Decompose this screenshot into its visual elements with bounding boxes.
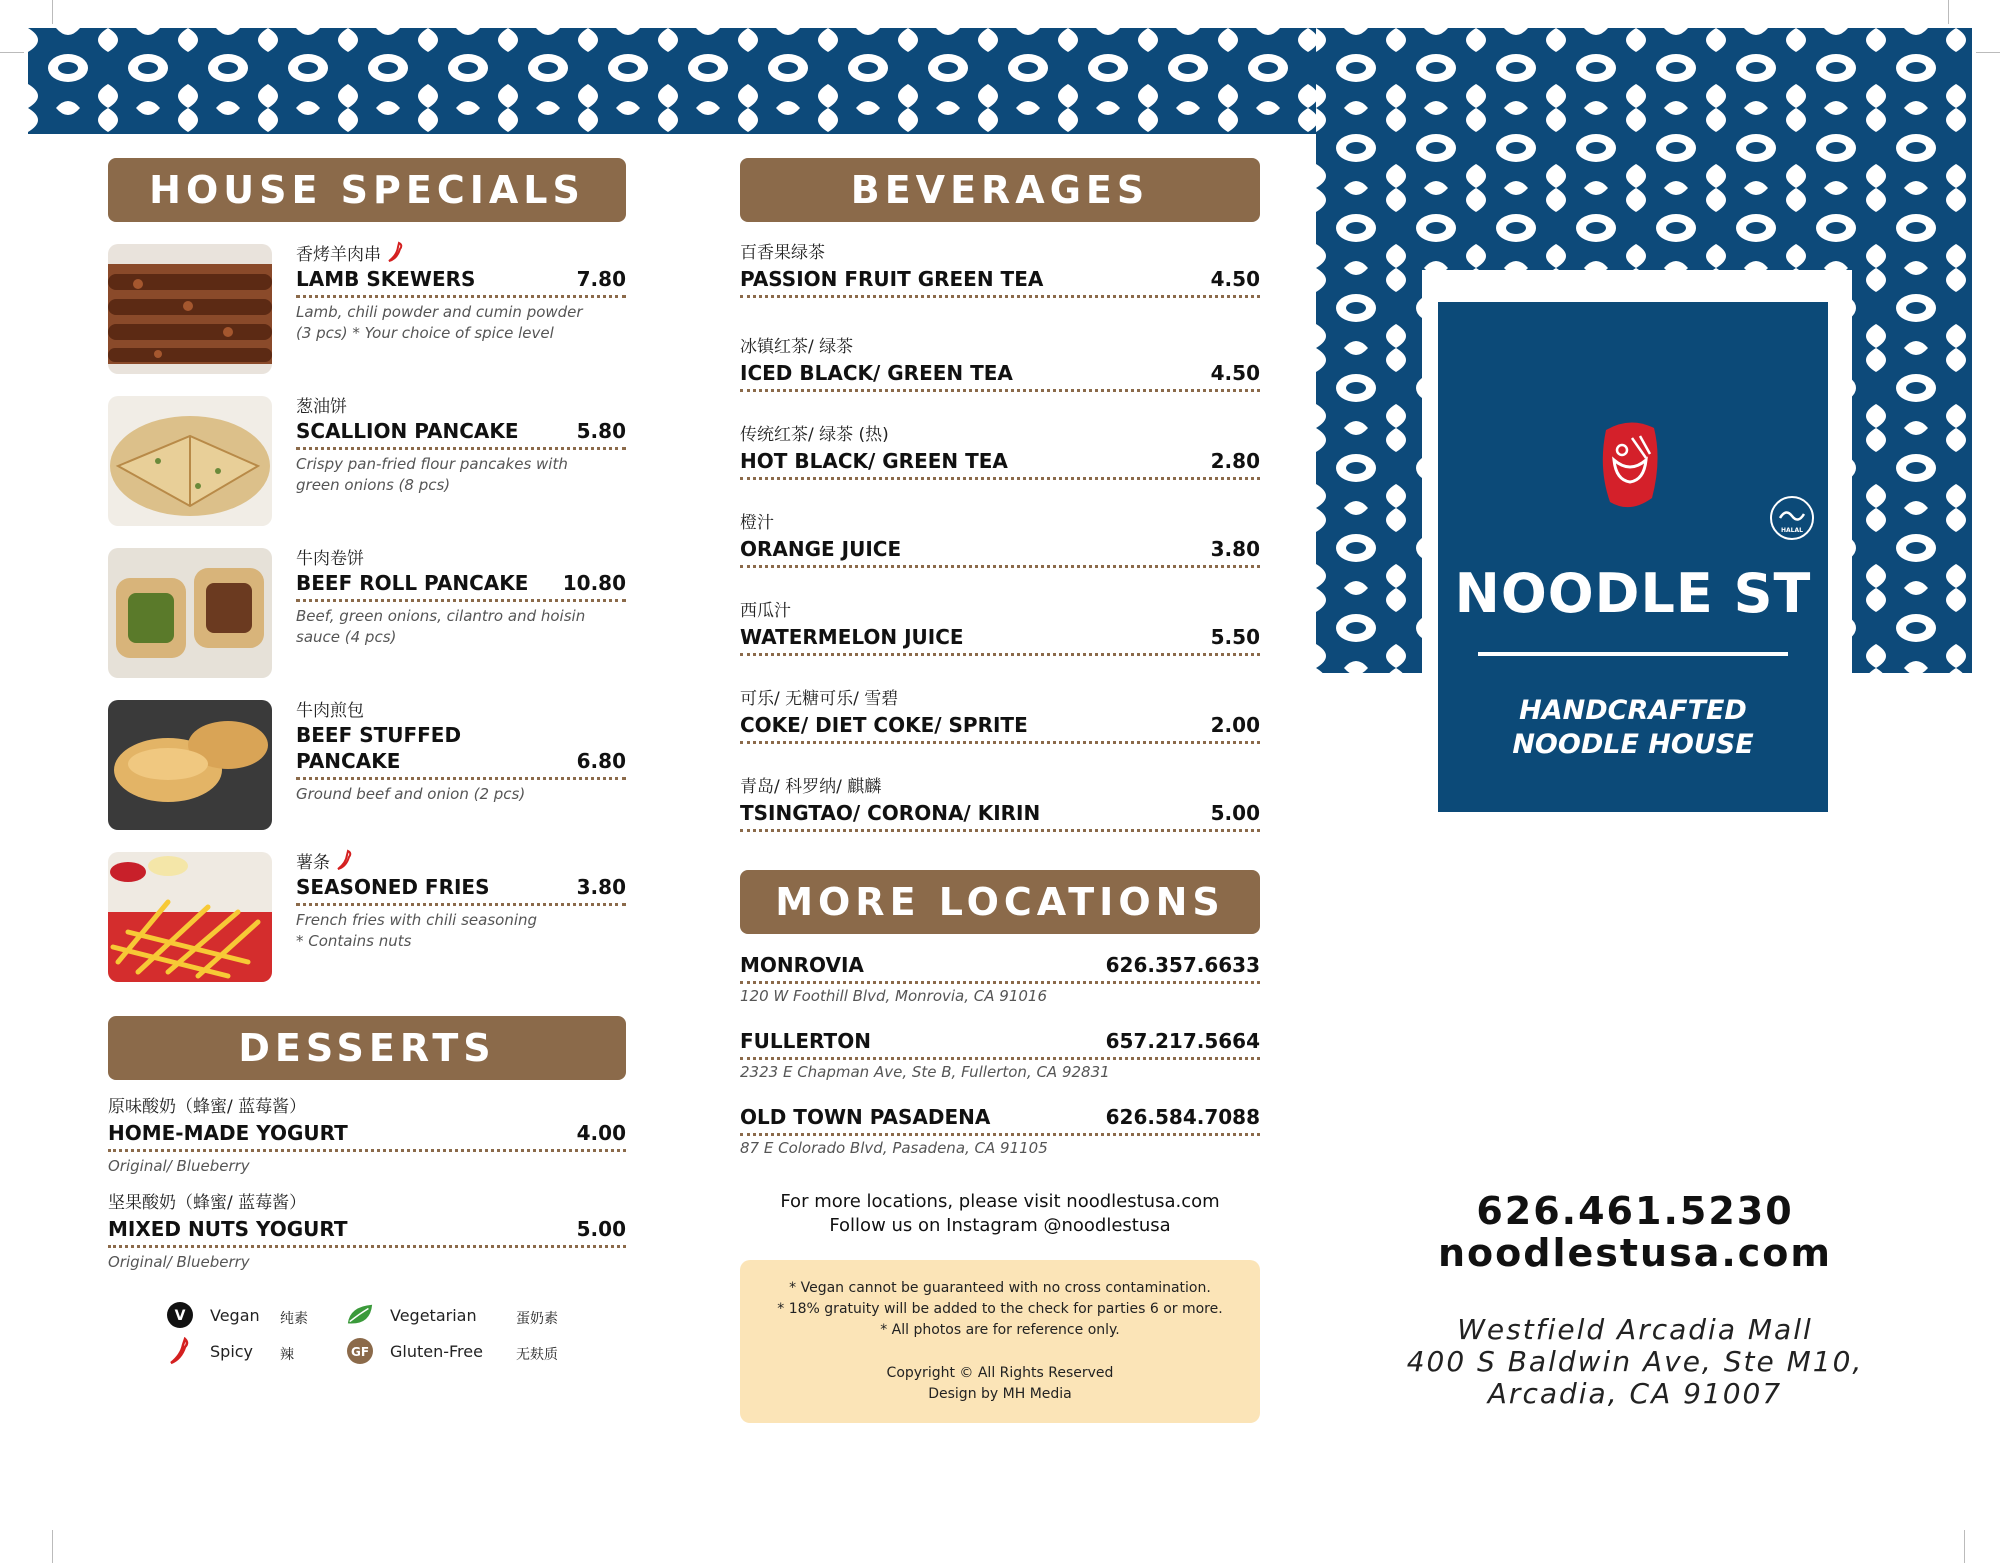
beverage-item xyxy=(740,600,1260,670)
item-description: Ground beef and onion (2 pcs) xyxy=(296,785,526,803)
location-address: 2323 E Chapman Ave, Ste B, Fullerton, CA 92831 xyxy=(740,1063,1110,1081)
beverage-item xyxy=(740,424,1260,494)
item-price: 5.00 xyxy=(576,1217,626,1241)
menu-item-mixed-nuts-yogurt xyxy=(108,1192,626,1284)
brand-divider xyxy=(1478,652,1788,656)
item-name: COKE/ DIET COKE/ SPRITE xyxy=(740,713,1028,737)
legend-vegan-cn: 纯素 xyxy=(280,1311,308,1327)
chili-pepper-icon xyxy=(166,1337,194,1365)
notes-box xyxy=(740,1260,1260,1423)
svg-text:GF: GF xyxy=(350,1345,370,1359)
item-cn-name: 百香果绿茶 xyxy=(740,243,825,263)
lamb-skewers-photo xyxy=(108,244,272,374)
item-description: Beef, green onions, cilantro and hoisin sauce (4 pcs) xyxy=(296,607,586,646)
menu-item-home-made-yogurt xyxy=(108,1096,626,1188)
location-item xyxy=(740,952,1260,1014)
item-name: HOT BLACK/ GREEN TEA xyxy=(740,449,1008,473)
menu-item-lamb-skewers xyxy=(108,244,626,374)
dietary-legend xyxy=(166,1300,566,1372)
middle-column xyxy=(740,158,1260,1423)
beef-stuffed-pancake-photo xyxy=(108,700,272,830)
note-line: * 18% gratuity will be added to the check for parties 6 or more. xyxy=(777,1301,1223,1317)
item-cn-name: 传统红茶/ 绿茶 (热) xyxy=(740,425,889,445)
beverage-item xyxy=(740,242,1260,312)
item-name: HOME-MADE YOGURT xyxy=(108,1121,348,1145)
beverage-item xyxy=(740,688,1260,758)
legend-spicy: Spicy xyxy=(166,1336,253,1366)
leaf-icon xyxy=(346,1301,374,1329)
location-item xyxy=(740,1028,1260,1090)
chili-pepper-icon xyxy=(387,241,405,269)
legend-vegan: V Vegan xyxy=(166,1300,260,1330)
item-cn-name: 青岛/ 科罗纳/ 麒麟 xyxy=(740,777,882,797)
main-address: Westfield Arcadia Mall 400 S Baldwin Ave, Ste M10, Arcadia, CA 91007 xyxy=(1406,1313,1864,1410)
location-name: MONROVIA xyxy=(740,953,864,977)
item-price: 2.00 xyxy=(1210,713,1260,737)
beverages-header: BEVERAGES xyxy=(740,158,1260,222)
menu-item-seasoned-fries xyxy=(108,852,626,982)
item-price: 6.80 xyxy=(576,749,626,773)
copyright-text: Copyright © All Rights Reserved xyxy=(886,1365,1114,1381)
item-price: 5.50 xyxy=(1210,625,1260,649)
item-cn-name: 坚果酸奶（蜂蜜/ 蓝莓酱） xyxy=(108,1193,307,1213)
item-description: Original/ Blueberry xyxy=(108,1253,250,1271)
item-name: TSINGTAO/ CORONA/ KIRIN xyxy=(740,801,1041,825)
brand-tagline: HANDCRAFTED NOODLE HOUSE xyxy=(1512,695,1754,760)
crop-mark xyxy=(52,0,53,24)
crop-mark xyxy=(1976,52,2000,53)
location-name: FULLERTON xyxy=(740,1029,871,1053)
item-name: LAMB SKEWERS xyxy=(296,267,476,291)
beverage-item xyxy=(740,336,1260,406)
legend-gluten-free: GF Gluten-Free xyxy=(346,1336,483,1366)
svg-text:HALAL: HALAL xyxy=(1781,527,1803,534)
item-name: PASSION FRUIT GREEN TEA xyxy=(740,267,1044,291)
design-credit: Design by MH Media xyxy=(928,1386,1072,1402)
item-price: 10.80 xyxy=(562,571,626,595)
item-description: Original/ Blueberry xyxy=(108,1157,250,1175)
note-line: * All photos are for reference only. xyxy=(880,1322,1120,1338)
item-price: 3.80 xyxy=(1210,537,1260,561)
item-price: 5.80 xyxy=(576,419,626,443)
item-cn-name: 可乐/ 无糖可乐/ 雪碧 xyxy=(740,689,899,709)
item-cn-name: 葱油饼 xyxy=(296,397,347,417)
item-name: MIXED NUTS YOGURT xyxy=(108,1217,348,1241)
house-specials-header: HOUSE SPECIALS xyxy=(108,158,626,222)
item-cn-name: 牛肉煎包 xyxy=(296,701,364,721)
item-name: BEEF STUFFED PANCAKE xyxy=(296,723,462,773)
item-cn-name: 冰镇红茶/ 绿茶 xyxy=(740,337,854,357)
menu-item-beef-roll-pancake xyxy=(108,548,626,678)
menu-item-scallion-pancake xyxy=(108,396,626,526)
brand-panel xyxy=(1438,302,1828,812)
item-cn-name: 薯条 xyxy=(296,853,330,873)
main-contact xyxy=(1380,1190,1890,1410)
halal-badge-icon xyxy=(1768,494,1816,542)
item-cn-name: 香烤羊肉串 xyxy=(296,245,381,265)
more-locations-header: MORE LOCATIONS xyxy=(740,870,1260,934)
item-description: Crispy pan-fried flour pancakes with green onions (8 pcs) xyxy=(296,455,568,494)
note-line: * Vegan cannot be guaranteed with no cross contamination. xyxy=(789,1280,1211,1296)
crop-mark xyxy=(52,1530,53,1563)
noodle-bowl-logo-icon xyxy=(1598,420,1662,514)
location-address: 120 W Foothill Blvd, Monrovia, CA 91016 xyxy=(740,987,1047,1005)
main-website[interactable]: noodlestusa.com xyxy=(1437,1231,1833,1275)
vegan-icon xyxy=(166,1301,194,1329)
crop-mark xyxy=(0,52,24,53)
brand-name: NOODLE ST xyxy=(1454,562,1812,625)
item-price: 2.80 xyxy=(1210,449,1260,473)
seasoned-fries-photo xyxy=(108,852,272,982)
gluten-free-icon xyxy=(346,1337,374,1365)
item-name: ICED BLACK/ GREEN TEA xyxy=(740,361,1013,385)
beverage-item xyxy=(740,776,1260,846)
item-name: ORANGE JUICE xyxy=(740,537,902,561)
legend-vegetarian-cn: 蛋奶素 xyxy=(516,1311,558,1327)
location-name: OLD TOWN PASADENA xyxy=(740,1105,991,1129)
item-description: Lamb, chili powder and cumin powder (3 pcs) * Your choice of spice level xyxy=(296,303,583,342)
scallion-pancake-photo xyxy=(108,396,272,526)
item-cn-name: 原味酸奶（蜂蜜/ 蓝莓酱） xyxy=(108,1097,307,1117)
legend-spicy-cn: 辣 xyxy=(280,1347,294,1363)
item-price: 5.00 xyxy=(1210,801,1260,825)
item-cn-name: 橙汁 xyxy=(740,513,774,533)
item-name: WATERMELON JUICE xyxy=(740,625,964,649)
more-locations-text: For more locations, please visit noodlestusa.com Follow us on Instagram @noodlestusa xyxy=(780,1191,1220,1236)
item-name: SEASONED FRIES xyxy=(296,875,490,899)
item-price: 7.80 xyxy=(576,267,626,291)
item-price: 4.50 xyxy=(1210,267,1260,291)
beef-roll-pancake-photo xyxy=(108,548,272,678)
crop-mark xyxy=(1948,0,1949,24)
legend-vegetarian: Vegetarian xyxy=(346,1300,477,1330)
item-name: SCALLION PANCAKE xyxy=(296,419,519,443)
item-price: 4.00 xyxy=(576,1121,626,1145)
item-name: BEEF ROLL PANCAKE xyxy=(296,571,529,595)
crop-mark xyxy=(1964,1530,1965,1563)
location-address: 87 E Colorado Blvd, Pasadena, CA 91105 xyxy=(740,1139,1048,1157)
item-cn-name: 西瓜汁 xyxy=(740,601,791,621)
location-phone[interactable]: 626.584.7088 xyxy=(1105,1105,1260,1129)
item-cn-name: 牛肉卷饼 xyxy=(296,549,364,569)
beverage-item xyxy=(740,512,1260,582)
item-description: French fries with chili seasoning * Contains nuts xyxy=(296,911,538,950)
item-price: 3.80 xyxy=(576,875,626,899)
location-phone[interactable]: 626.357.6633 xyxy=(1105,953,1260,977)
left-column xyxy=(108,158,626,1284)
chili-pepper-icon xyxy=(336,849,354,877)
location-item xyxy=(740,1104,1260,1166)
legend-gluten-free-cn: 无麸质 xyxy=(516,1347,558,1363)
menu-item-beef-stuffed-pancake xyxy=(108,700,626,830)
svg-text:V: V xyxy=(174,1308,186,1324)
brand-card xyxy=(1422,270,1852,820)
item-price: 4.50 xyxy=(1210,361,1260,385)
desserts-header: DESSERTS xyxy=(108,1016,626,1080)
location-phone[interactable]: 657.217.5664 xyxy=(1105,1029,1260,1053)
main-phone[interactable]: 626.461.5230 xyxy=(1476,1189,1794,1233)
